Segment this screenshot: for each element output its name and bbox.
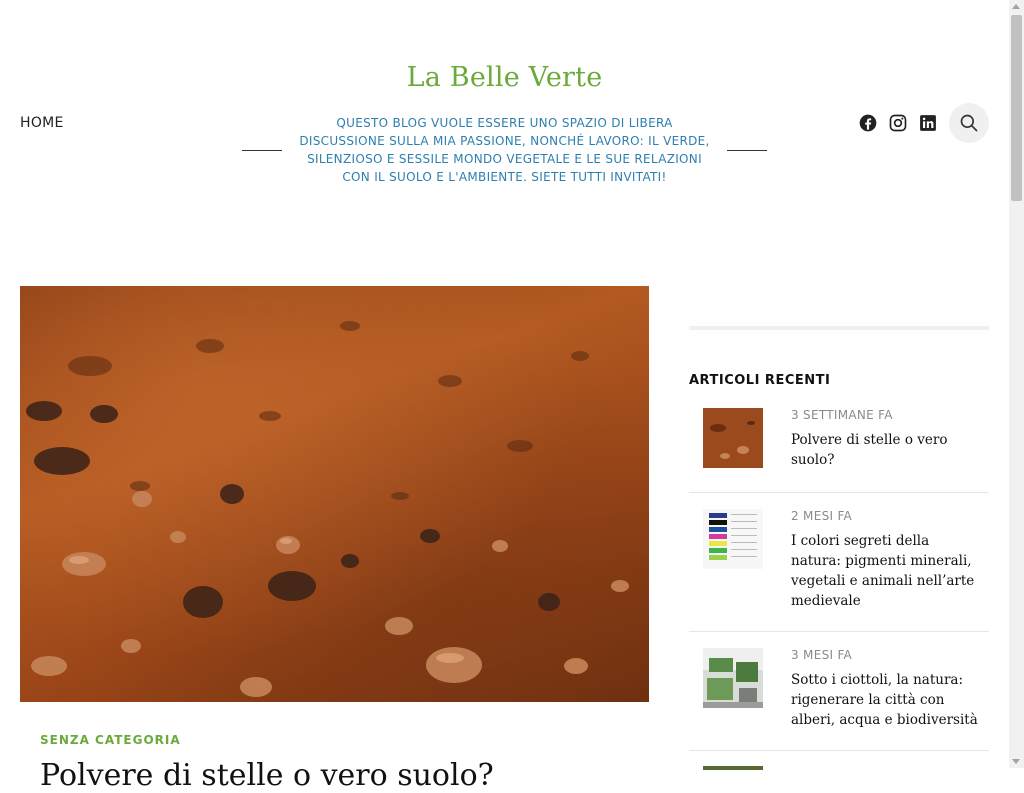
recent-post-title[interactable]: Sotto i ciottoli, la natura: rigenerare la città con alberi, acqua e biodiversità (791, 672, 978, 728)
linkedin-icon[interactable] (918, 113, 938, 133)
recent-post-item[interactable] (689, 648, 989, 738)
sidebar-divider (689, 326, 989, 330)
search-icon (959, 113, 979, 133)
recent-post-divider (689, 750, 989, 751)
site-title[interactable]: La Belle Verte (406, 62, 603, 93)
recent-post-date: 2 MESI FA (791, 509, 853, 523)
recent-post-date: 3 MESI FA (791, 648, 853, 662)
tagline-right-rule (727, 150, 767, 151)
scroll-up-arrow-icon[interactable] (1012, 4, 1020, 9)
vertical-scrollbar[interactable] (1009, 0, 1024, 768)
facebook-icon[interactable] (858, 113, 878, 133)
recent-post-item[interactable] (689, 408, 989, 478)
recent-post-date: 3 SETTIMANE FA (791, 408, 893, 422)
recent-posts-heading: ARTICOLI RECENTI (689, 373, 831, 388)
featured-image[interactable] (20, 286, 649, 702)
recent-post-title[interactable]: I colori segreti della natura: pigmenti minerali, vegetali e animali nell’arte medievale (791, 533, 975, 609)
recent-post-thumbnail[interactable] (703, 509, 763, 569)
recent-post-divider (689, 631, 989, 632)
nav-home-link[interactable]: HOME (20, 115, 64, 131)
recent-post-divider (689, 492, 989, 493)
search-button[interactable] (949, 103, 989, 143)
recent-post-title[interactable]: Polvere di stelle o vero suolo? (791, 432, 948, 468)
recent-post-thumbnail-peek (703, 766, 763, 770)
soil-texture-image (20, 286, 649, 702)
tagline-left-rule (242, 150, 282, 151)
recent-post-item[interactable] (689, 509, 989, 619)
post-category-link[interactable]: SENZA CATEGORIA (40, 733, 181, 747)
scroll-down-arrow-icon[interactable] (1012, 759, 1020, 764)
site-tagline: QUESTO BLOG VUOLE ESSERE UNO SPAZIO DI LIBERA DISCUSSIONE SULLA MIA PASSIONE, NONCHÉ LAVORO: IL VERDE, SILENZIOSO E SESSILE MONDO VEGETALE E LE SUE RELAZIONI CON IL SUOLO E L'AMBIENTE. SIETE TUTTI INVITATI! (299, 116, 710, 184)
scrollbar-thumb[interactable] (1011, 15, 1022, 201)
post-title[interactable]: Polvere di stelle o vero suolo? (40, 758, 494, 793)
recent-post-thumbnail[interactable] (703, 648, 763, 708)
recent-post-thumbnail[interactable] (703, 408, 763, 468)
instagram-icon[interactable] (888, 113, 908, 133)
